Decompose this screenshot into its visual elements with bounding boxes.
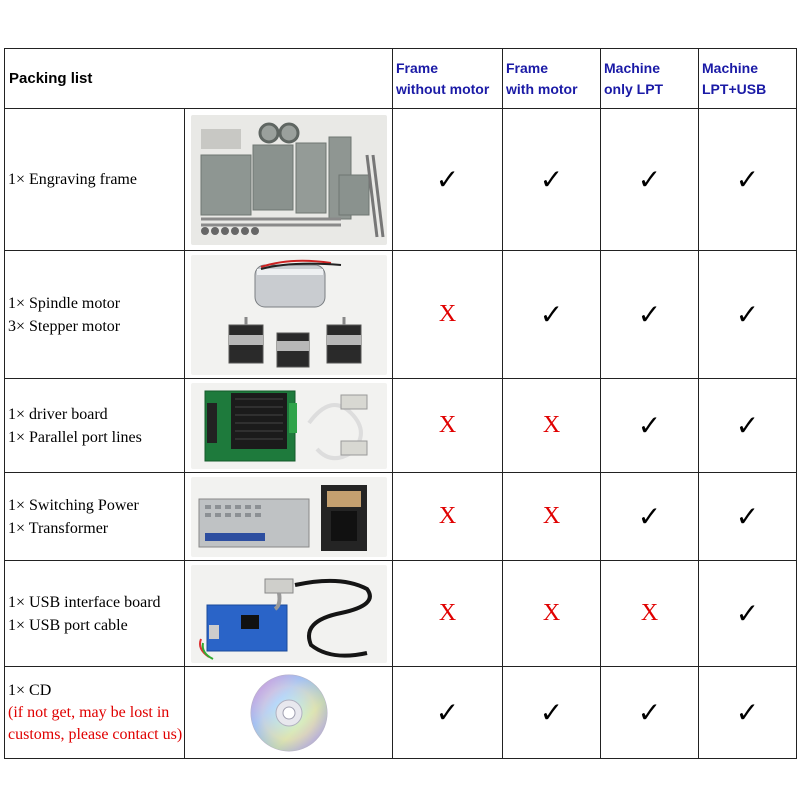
packing-list-title: Packing list: [5, 49, 393, 109]
table-row: [5, 473, 797, 561]
mark-cell: [699, 251, 797, 379]
usb-board-cable-photo: [191, 565, 387, 663]
item-image-cell: [185, 561, 393, 667]
mark-cell: [393, 109, 503, 251]
engraving-frame-photo: [191, 115, 387, 245]
mark-cell: [393, 561, 503, 667]
col-machine-only-lpt: [601, 49, 699, 109]
mark-cell: [393, 473, 503, 561]
mark-cell: [601, 109, 699, 251]
col-line2: only LPT: [604, 80, 664, 97]
mark-cell: [601, 379, 699, 473]
check-mark-icon: ✓: [735, 298, 760, 331]
cross-mark-icon: X: [438, 600, 457, 626]
check-mark-icon: ✓: [735, 409, 760, 442]
header-row: [5, 49, 797, 109]
item-description: [5, 251, 185, 379]
col-line2: LPT+USB: [702, 80, 767, 97]
item-line: 1× Engraving frame: [8, 171, 137, 188]
cross-mark-icon: X: [438, 412, 457, 438]
check-mark-icon: ✓: [539, 696, 564, 729]
check-mark-icon: ✓: [637, 500, 662, 533]
table-row: [5, 251, 797, 379]
item-line: 1× CD: [8, 681, 52, 699]
mark-cell: [503, 109, 601, 251]
item-image-cell: [185, 109, 393, 251]
mark-cell: [503, 561, 601, 667]
mark-cell: [699, 473, 797, 561]
table-row: [5, 561, 797, 667]
item-line: 1× Spindle motor: [8, 294, 121, 312]
mark-cell: [393, 379, 503, 473]
cross-mark-icon: X: [640, 600, 659, 626]
mark-cell: [699, 109, 797, 251]
item-line: 1× Parallel port lines: [8, 428, 142, 446]
cross-mark-icon: X: [542, 412, 561, 438]
check-mark-icon: ✓: [735, 500, 760, 533]
cross-mark-icon: X: [438, 503, 457, 529]
item-line: 1× driver board: [8, 405, 108, 423]
cd-disc-icon: [249, 673, 329, 753]
item-line: 1× USB port cable: [8, 616, 128, 634]
check-mark-icon: ✓: [735, 597, 760, 630]
col-line1: Machine: [604, 59, 661, 76]
item-line: 1× USB interface board: [8, 593, 161, 611]
col-line2: with motor: [506, 80, 578, 97]
mark-cell: [601, 251, 699, 379]
item-image-cell: [185, 251, 393, 379]
cross-mark-icon: X: [438, 301, 457, 327]
mark-cell: [601, 667, 699, 759]
item-description: [5, 561, 185, 667]
col-line1: Frame: [506, 59, 549, 76]
mark-cell: [699, 561, 797, 667]
table-row: [5, 109, 797, 251]
mark-cell: [699, 379, 797, 473]
table-row: [5, 667, 797, 759]
mark-cell: [503, 251, 601, 379]
item-image-cell: [185, 473, 393, 561]
check-mark-icon: ✓: [435, 696, 460, 729]
col-machine-lpt-usb: [699, 49, 797, 109]
cross-mark-icon: X: [542, 503, 561, 529]
mark-cell: [393, 667, 503, 759]
check-mark-icon: ✓: [539, 163, 564, 196]
driver-board-photo: [191, 383, 387, 469]
col-line1: Machine: [702, 59, 759, 76]
item-description: [5, 379, 185, 473]
item-line: 1× Switching Power: [8, 496, 139, 514]
item-line: 1× Transformer: [8, 519, 109, 537]
mark-cell: [503, 667, 601, 759]
check-mark-icon: ✓: [539, 298, 564, 331]
item-image-cell: [185, 667, 393, 759]
col-frame-with-motor: [503, 49, 601, 109]
item-description: [5, 667, 185, 759]
customs-note: (if not get, may be lost in customs, please contact us): [8, 703, 183, 743]
check-mark-icon: ✓: [637, 696, 662, 729]
mark-cell: [503, 473, 601, 561]
packing-list-table: [4, 48, 797, 759]
check-mark-icon: ✓: [637, 298, 662, 331]
check-mark-icon: ✓: [735, 163, 760, 196]
item-description: [5, 473, 185, 561]
mark-cell: [601, 473, 699, 561]
check-mark-icon: ✓: [435, 163, 460, 196]
mark-cell: [601, 561, 699, 667]
mark-cell: [699, 667, 797, 759]
col-line2: without motor: [396, 80, 490, 97]
mark-cell: [393, 251, 503, 379]
item-image-cell: [185, 379, 393, 473]
table-row: [5, 379, 797, 473]
power-supply-transformer-photo: [191, 477, 387, 557]
mark-cell: [503, 379, 601, 473]
spindle-stepper-motor-photo: [191, 255, 387, 375]
check-mark-icon: ✓: [637, 163, 662, 196]
col-frame-without-motor: [393, 49, 503, 109]
item-line: 3× Stepper motor: [8, 317, 121, 335]
item-description: [5, 109, 185, 251]
check-mark-icon: ✓: [735, 696, 760, 729]
check-mark-icon: ✓: [637, 409, 662, 442]
cross-mark-icon: X: [542, 600, 561, 626]
col-line1: Frame: [396, 59, 439, 76]
